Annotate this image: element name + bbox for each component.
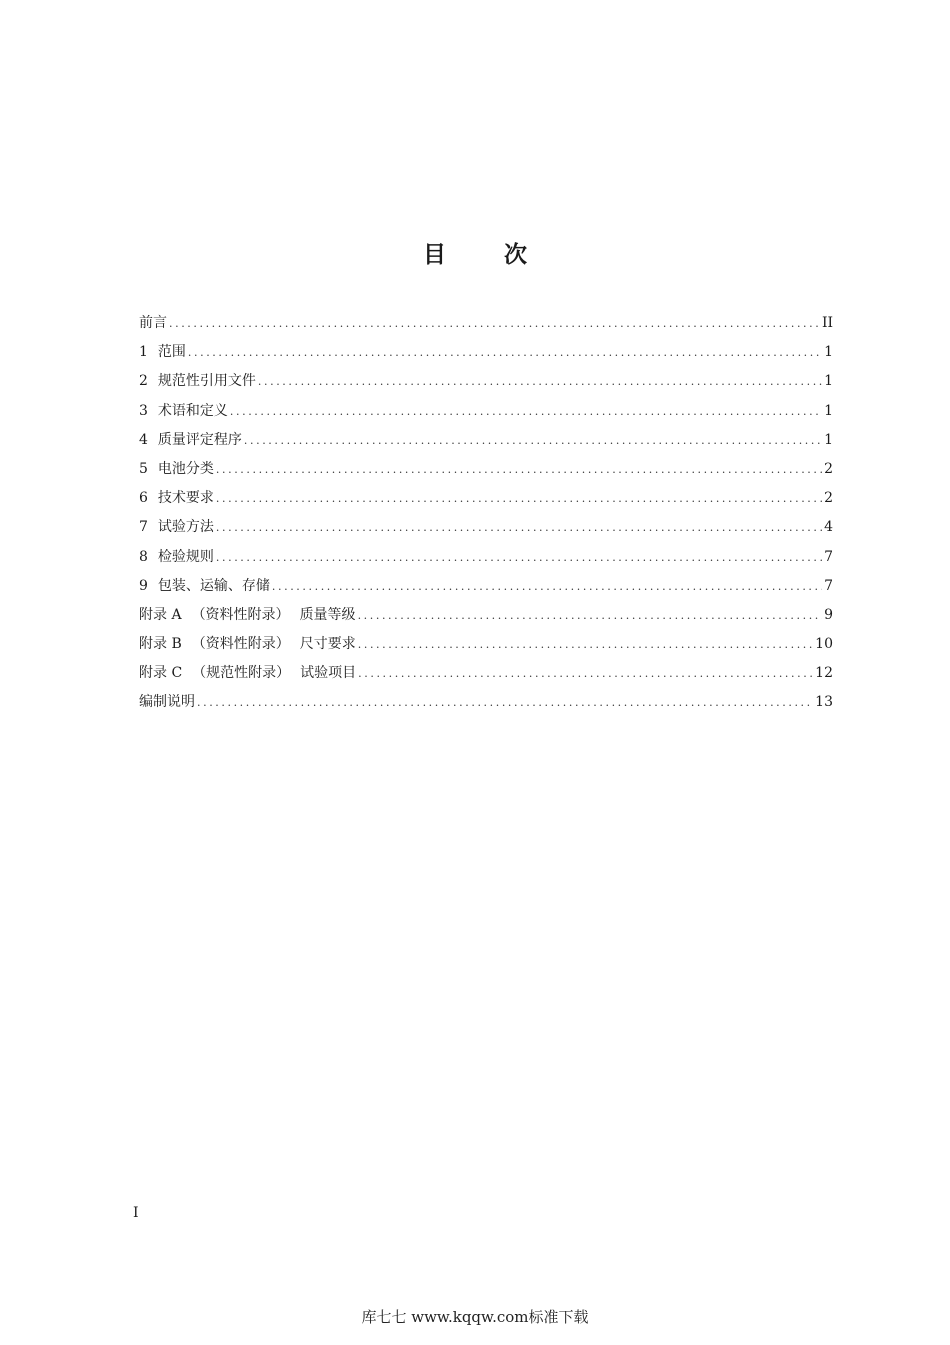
toc-entry-num: 5 [139,460,148,477]
toc-entry-label [139,601,356,630]
toc-entry-label: 附录 C [139,665,183,682]
toc-leader-dots [216,513,822,542]
toc-entry-label: 前言 [139,315,167,331]
toc-leader-dots [216,543,822,572]
toc-entry-label [139,572,270,601]
toc-entry-extra: （资料性附录） [191,606,290,623]
toc-entry[interactable] [139,397,833,426]
toc-entry[interactable] [139,543,833,572]
toc-entry-page: 13 [815,694,833,711]
toc-entry[interactable] [139,659,833,688]
toc-entry-label [139,338,186,367]
toc-entry[interactable] [139,367,833,396]
toc-entry-page: 2 [824,460,833,477]
toc-entry-extra2: 尺寸要求 [299,636,356,653]
toc-leader-dots [272,572,822,601]
toc-entry[interactable] [139,572,833,601]
toc-entry-num: 9 [139,577,148,594]
toc-list [139,309,833,718]
toc-entry-page: 1 [824,344,833,361]
toc-entry-num: 1 [139,344,148,361]
toc-entry-label [139,397,228,426]
toc-entry-page: 12 [815,665,833,682]
toc-title [0,236,950,269]
toc-entry-page: II [821,315,833,331]
toc-entry-page: 1 [824,431,833,448]
toc-entry-page: 7 [824,548,833,565]
toc-entry-page: 1 [824,373,833,390]
toc-entry-extra: （规范性附录） [192,665,291,682]
toc-entry-num: 8 [139,548,148,565]
toc-entry[interactable] [139,455,833,484]
toc-leader-dots [230,397,822,426]
page-number: I [133,1205,139,1221]
toc-entry-label: 技术要求 [157,490,214,507]
toc-entry-label: 术语和定义 [157,402,228,419]
toc-entry[interactable] [139,309,833,338]
toc-entry[interactable] [139,426,833,455]
toc-entry-label [139,513,214,542]
toc-leader-dots [358,601,823,630]
toc-entry-label: 附录 A [139,606,182,623]
toc-entry-label [139,688,195,717]
toc-entry[interactable] [139,484,833,513]
toc-entry-num: 6 [139,490,148,507]
toc-entry-label [139,426,242,455]
toc-entry-page: 4 [824,519,833,536]
toc-entry[interactable] [139,601,833,630]
toc-entry-label: 附录 B [139,636,182,653]
toc-entry-page: 7 [824,577,833,594]
toc-entry-label: 包装、运输、存储 [157,577,270,594]
toc-entry-extra: （资料性附录） [191,636,290,653]
toc-entry-label [139,543,214,572]
toc-entry-extra2: 试验项目 [300,665,357,682]
toc-entry-num: 3 [139,402,148,419]
toc-leader-dots [216,455,822,484]
toc-entry-label: 检验规则 [157,548,214,565]
toc-entry-label [139,484,214,513]
footer-watermark: 库七七 www.kqqw.com标准下载 [361,1308,589,1326]
toc-entry-page: 9 [824,606,833,623]
toc-entry[interactable] [139,630,833,659]
toc-entry-label [139,630,356,659]
toc-title-right: 次 [504,242,527,268]
toc-leader-dots [258,367,822,396]
toc-entry-label: 编制说明 [139,694,195,711]
toc-entry-label [139,455,214,484]
toc-leader-dots [358,630,813,659]
toc-entry-num: 2 [139,373,148,390]
toc-entry-label [139,367,256,396]
toc-entry-page: 2 [824,490,833,507]
toc-entry-label [139,309,167,338]
toc-entry-label [139,659,356,688]
toc-entry[interactable] [139,688,833,717]
toc-entry[interactable] [139,513,833,542]
toc-leader-dots [188,338,822,367]
toc-entry-extra2: 质量等级 [299,606,356,623]
toc-leader-dots [216,484,822,513]
toc-title-left: 目 [423,242,446,268]
toc-entry-label: 电池分类 [157,460,214,477]
toc-leader-dots [197,688,813,717]
toc-entry-label: 范围 [157,344,186,361]
toc-entry-num: 7 [139,519,148,536]
toc-entry-page: 1 [824,402,833,419]
toc-entry-label: 质量评定程序 [157,431,242,448]
toc-leader-dots [358,659,813,688]
toc-entry-label: 试验方法 [157,519,214,536]
toc-entry-num: 4 [139,431,148,448]
toc-entry[interactable] [139,338,833,367]
toc-entry-label: 规范性引用文件 [157,373,256,390]
toc-leader-dots [169,309,820,338]
toc-leader-dots [244,426,822,455]
toc-entry-page: 10 [815,636,833,653]
